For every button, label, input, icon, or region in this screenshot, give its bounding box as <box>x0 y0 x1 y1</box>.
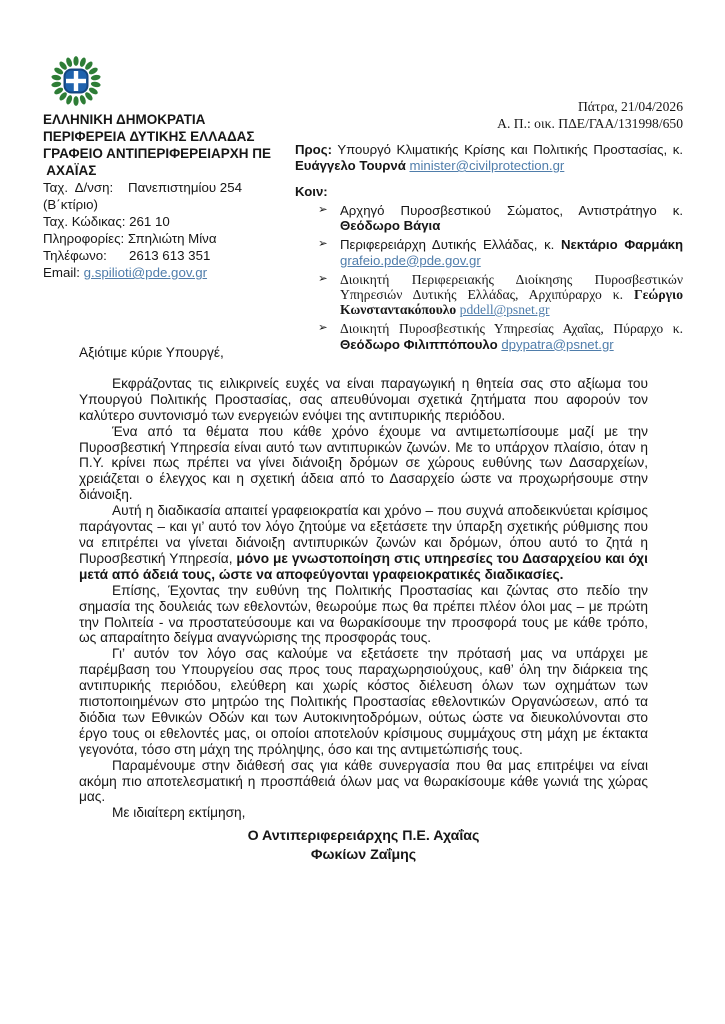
cc-label: Κοιν: <box>295 184 328 199</box>
address-line2: (Β΄κτίριο) <box>43 197 98 212</box>
org-region-line: ΠΕΡΙΦΕΡΕΙΑ ΔΥΤΙΚΗΣ ΕΛΛΑΔΑΣ <box>43 129 255 144</box>
cc-email-link[interactable]: pddell@psnet.gr <box>459 302 550 318</box>
cc-item <box>295 203 683 233</box>
body-paragraph-2: Ένα από τα θέματα που κάθε χρόνο έχουμε να αντιμετωπίσουμε μαζί με την Πυροσβεστική Υπηρεσία είναι αυτό των αντιπυρικών ζωνών. Με το υπάρχον πλαίσιο, όταν η Π.Υ. κρίνει πως πρέπει να γίνει διάνοιξη δρόμων σε χώρους ευθύνης των Δασαρχείων, χρειάζεται ο έλεγχος και η σχετική άδεια από το Δασαρχείο ώστε να προχωρήσουμε στην διάνοιξη. <box>79 423 648 503</box>
header-right <box>295 98 683 356</box>
contact-person-line: Πληροφορίες: Σπηλιώτη Μίνα <box>43 231 217 246</box>
to-name: Ευάγγελο Τουρνά <box>295 158 406 173</box>
org-name-line: ΕΛΛΗΝΙΚΗ ΔΗΜΟΚΡΑΤΙΑ <box>43 112 206 127</box>
body-paragraph-3 <box>79 503 648 583</box>
body-paragraph-4: Επίσης, Έχοντας την ευθύνη της Πολιτικής Προστασίας και ζώντας στο πεδίο την σημασία της δουλειάς των εθελοντών, θεωρούμε πως θα πρέπει πλέον όλοι μας – με πρώτη την Πολιτεία - να προστατεύσουμε και να θωρακίσουμε την προσφορά τους με κάθε τρόπο, ως απαραίτητο δείγμα αναγνώρισης της προσφοράς τους. <box>79 582 648 646</box>
sender-email-link[interactable]: g.spilioti@pde.gov.gr <box>83 265 208 280</box>
org-office-line: ΓΡΑΦΕΙΟ ΑΝΤΙΠΕΡΙΦΕΡΕΙΑΡΧΗ ΠΕ <box>43 146 271 161</box>
body-paragraph-1: Εκφράζοντας τις ειλικρινείς ευχές να είναι παραγωγική η θητεία σας στο αξίωμα του Υπουργού Πολιτικής Προστασίας, σας απευθύνομαι σχετικά ζητήματα που αφορούν τον καλύτερο συντονισμό των ενεργειών ενόψει της αντιπυρικής περιόδου. <box>79 375 648 423</box>
address-line: Ταχ. Δ/νση: Πανεπιστημίου 254 <box>43 180 242 195</box>
place-date: Πάτρα, 21/04/2026 <box>577 99 683 114</box>
protocol-number: Α. Π.: οικ. ΠΔΕ/ΓΑΑ/131998/650 <box>497 116 683 131</box>
arrow-bullet-icon: ➢ <box>318 238 328 251</box>
to-text: Υπουργό Κλιματικής Κρίσης και Πολιτικής Προστασίας, κ. <box>332 142 683 157</box>
paragraph-3-plain: Αυτή η διαδικασία απαιτεί γραφειοκρατία και χρόνο – που συχνά αποδεικνύεται κρίσιμος παράγοντας – και γι’ αυτό τον λόγο ζητούμε να εξετάσετε την ύπαρξη σχετικής ρύθμισης που να επιτρέπει να γίνεται διάνοιξη αντιπυρικών ζωνών και δρόμων, όπου αυτό το ζητά η Πυροσβεστική Υπηρεσία, <box>79 503 648 566</box>
email-line <box>43 264 311 281</box>
email-label: Email: <box>43 265 84 280</box>
closing-line: Με ιδιαίτερη εκτίμηση, <box>112 805 246 821</box>
letterhead <box>43 55 311 281</box>
arrow-bullet-icon: ➢ <box>318 272 328 285</box>
cc-name: Θεόδωρο Φιλιππόπουλο <box>340 336 498 352</box>
signature-block <box>79 827 648 864</box>
cc-name: Νεκτάριο Φαρμάκη <box>561 237 683 253</box>
body-paragraph-6: Παραμένουμε στην διάθεσή σας για κάθε συνεργασία που θα μας επιτρέψει να είναι ακόμη πιο αποτελεσματική η προσπάθειά όλων μας να θωρακίσουμε κάθε γωνιά της χώρας μας. <box>79 757 648 805</box>
body-paragraph-5: Γι’ αυτόν τον λόγο σας καλούμε να εξετάσετε την πρότασή μας να υπάρχει με παρέμβαση του Υπουργείου σας προς τους παραχωρησιούχους, καθ’ όλη την διάρκεια της αντιπυρικής περιόδου, ελεύθερη και χωρίς κόστος διέλευση όλων των οχημάτων των πιστοποιημένων στο μητρώο της Πολιτικής Προστασίας εθελοντικών Οργανώσεων, από τα διόδια των Εθνικών Οδών και των Αυτοκινητοδρόμων, ούτως ώστε να διευκολύνονται στο έργο τους οι εθελοντές μας, οι οποίοι αποτελούν κρίσιμους συμμάχους στη μάχη με έκτακτα γεγονότα, τόσο στη μάχη της πρόληψης, όσο και της αντιμετώπισής τους. <box>79 646 648 757</box>
signatory-name: Φωκίων Ζαΐμης <box>310 846 417 863</box>
cc-name: Γεώργιο Κωνσταντακόπουλο <box>340 287 683 318</box>
cc-text: Διοικητή Περιφερειακής Διοίκησης Πυροσβεστικών Υπηρεσιών Δυτικής Ελλάδας, Αρχιπύραρχο κ. <box>340 271 683 303</box>
org-office-line2: ΑΧΑΪΑΣ <box>43 163 97 178</box>
cc-list <box>295 203 683 352</box>
phone-line: Τηλέφωνο: 2613 613 351 <box>43 248 211 263</box>
paragraph-3-bold: μόνο με γνωστοποίηση στις υπηρεσίες του Δασαρχείου και όχι μετά από άδειά τους, ώστε να αποφεύγονται γραφειοκρατικές διαδικασίες. <box>79 550 648 582</box>
letter-body <box>79 345 648 864</box>
arrow-bullet-icon: ➢ <box>318 322 328 335</box>
greek-coat-of-arms-icon <box>45 55 107 107</box>
cc-email-link[interactable]: grafeio.pde@pde.gov.gr <box>340 252 481 268</box>
cc-text: Διοικητή Πυροσβεστικής Υπηρεσίας Αχαΐας, Πύραρχο κ. <box>340 321 683 337</box>
cc-text: Περιφερειάρχη Δυτικής Ελλάδας, κ. <box>340 237 562 253</box>
signatory-title: Ο Αντιπεριφερειάρχης Π.Ε. Αχαΐας <box>247 828 480 845</box>
cc-name: Θεόδωρο Βάγια <box>340 218 441 234</box>
cc-item <box>295 272 683 318</box>
cc-email-link[interactable]: dpypatra@psnet.gr <box>501 336 614 352</box>
postal-code-line: Ταχ. Κώδικας: 261 10 <box>43 214 170 229</box>
salutation: Αξιότιμε κύριε Υπουργέ, <box>79 345 224 360</box>
cc-item <box>295 237 683 267</box>
cross-shield <box>65 70 88 93</box>
arrow-bullet-icon: ➢ <box>318 204 328 216</box>
to-label: Προς: <box>295 142 332 157</box>
cc-text: Αρχηγό Πυροσβεστικού Σώματος, Αντιστράτηγο κ. <box>340 203 683 218</box>
recipient-block <box>295 142 683 174</box>
recipient-email-link[interactable]: minister@civilprotection.gr <box>409 158 565 173</box>
